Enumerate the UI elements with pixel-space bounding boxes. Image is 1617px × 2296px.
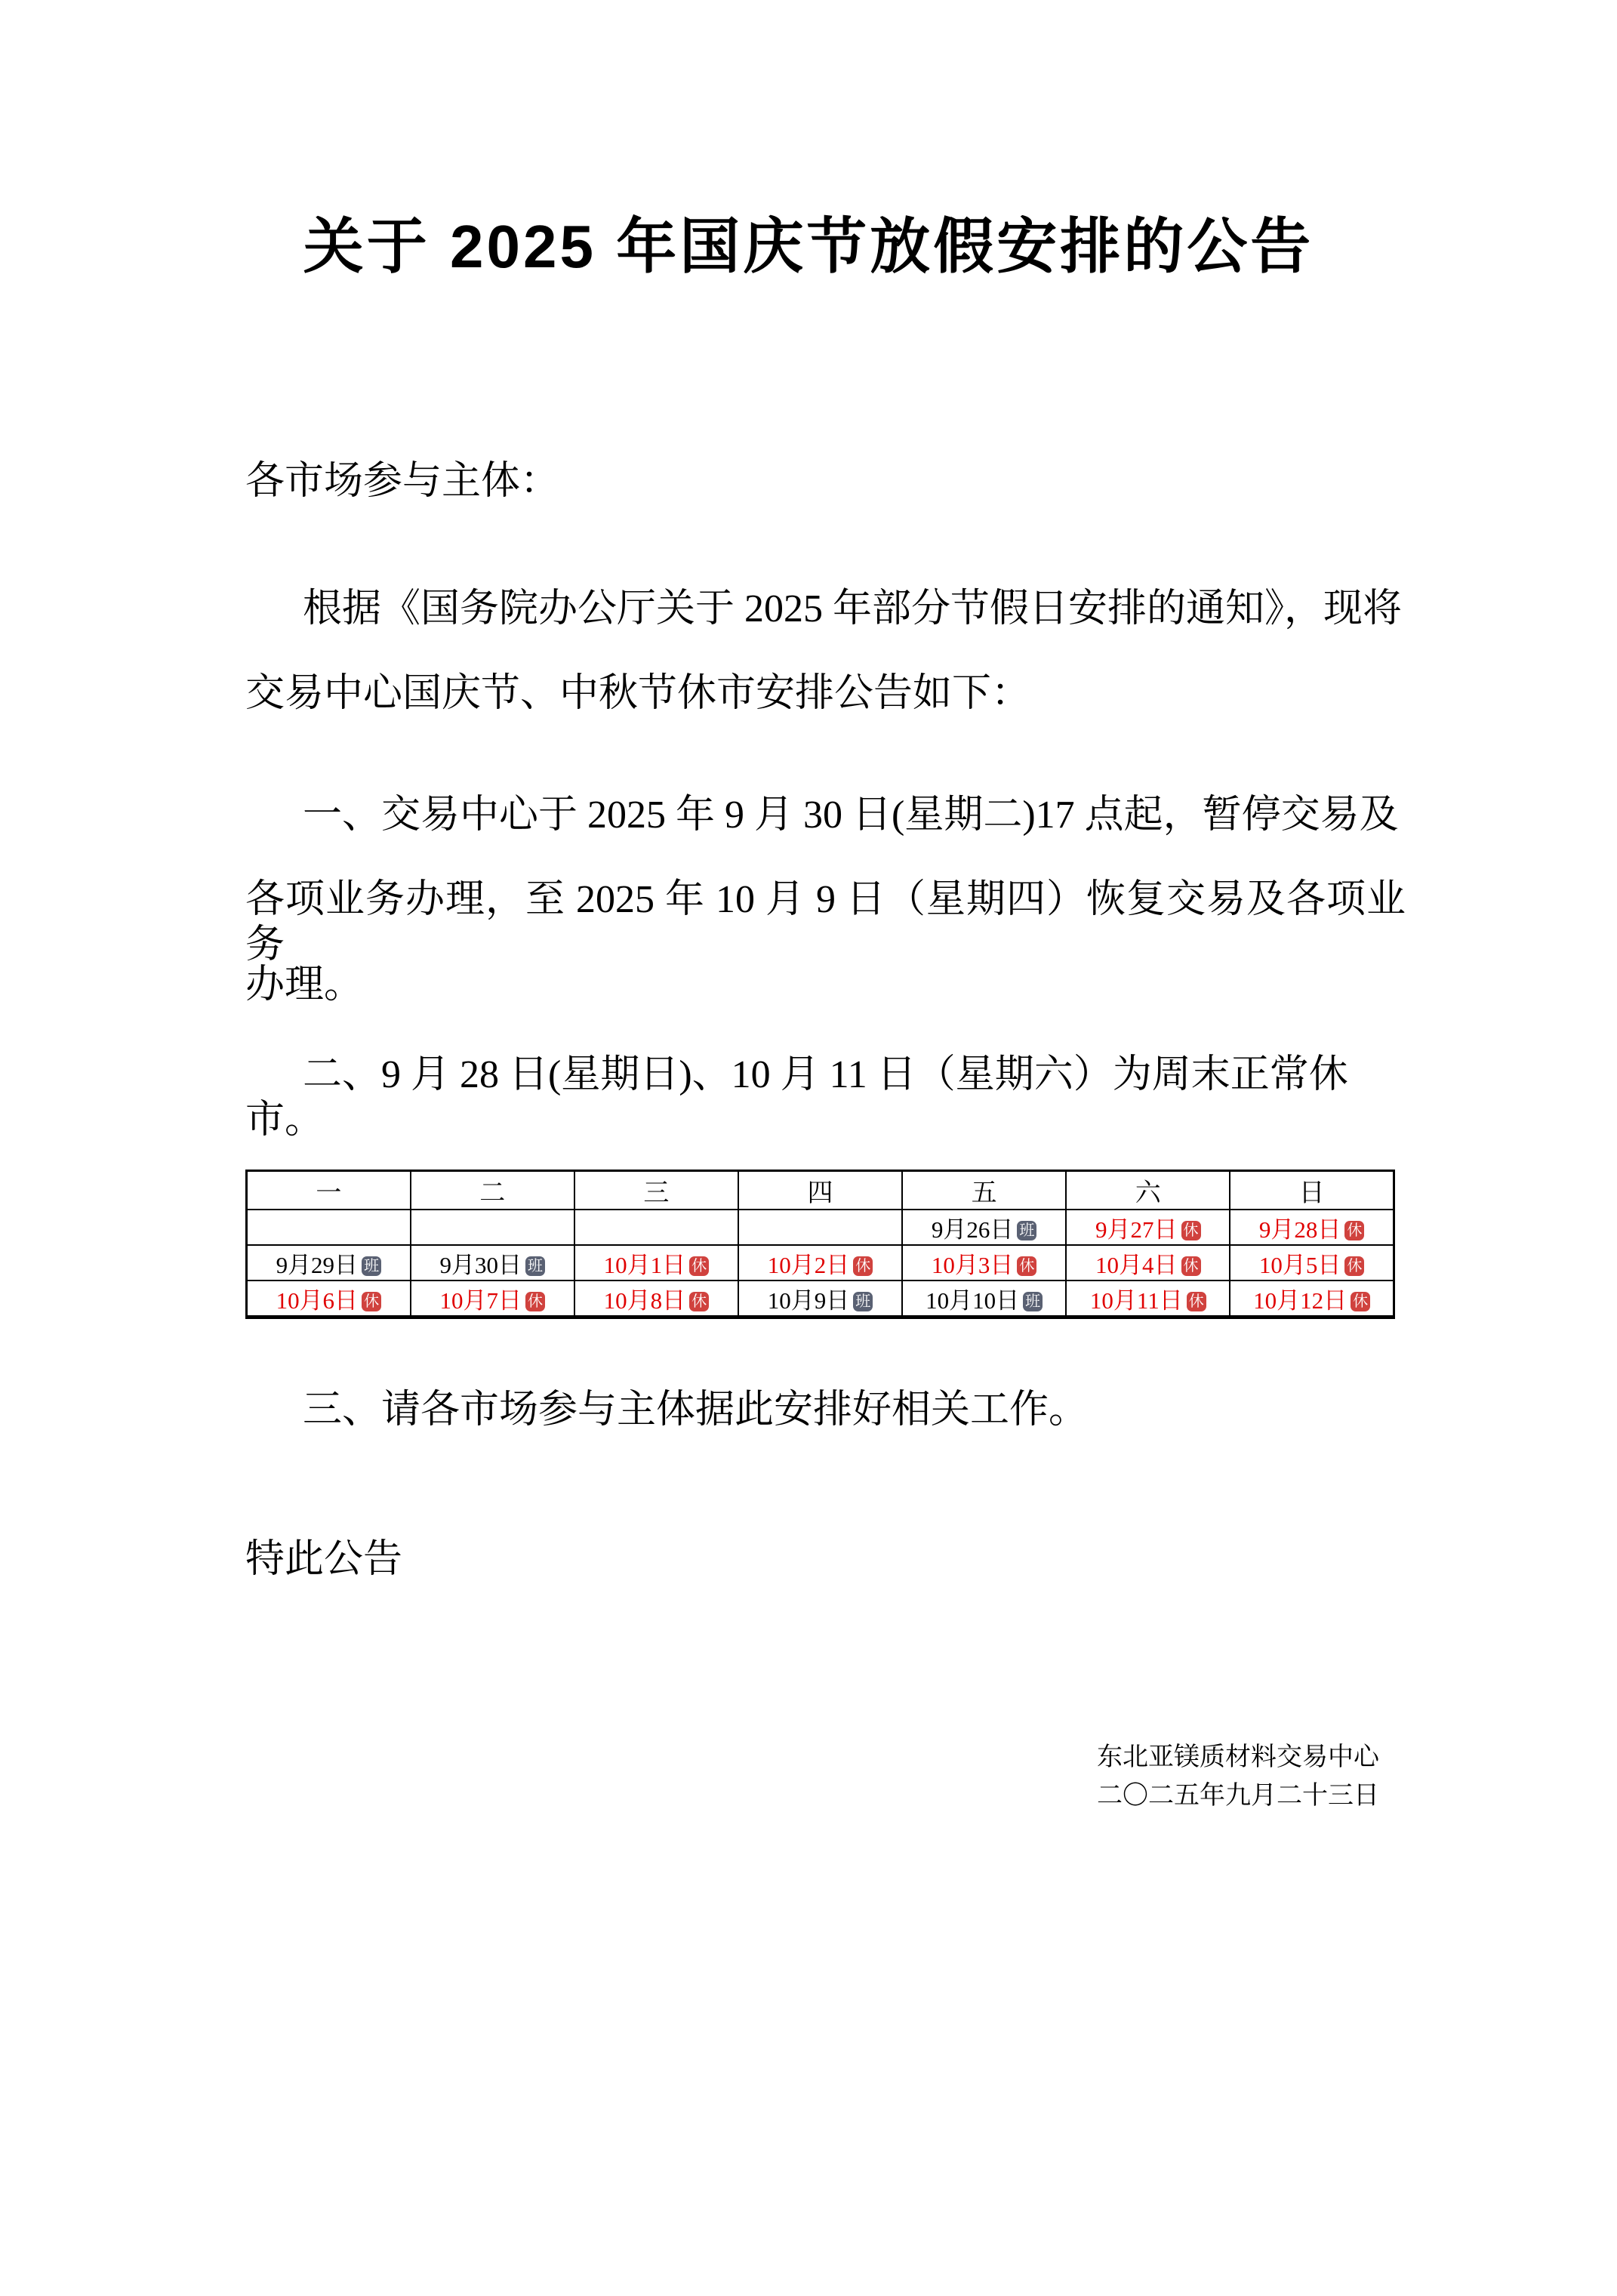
calendar-cell	[902, 1210, 1066, 1245]
calendar-cell	[247, 1210, 411, 1245]
calendar-date: 10月3日	[931, 1252, 1014, 1278]
weekday-header: 五	[902, 1171, 1066, 1210]
rest-badge: 休	[1181, 1221, 1201, 1240]
calendar-date: 10月10日	[926, 1287, 1020, 1314]
weekday-header: 六	[1066, 1171, 1230, 1210]
rest-badge: 休	[1187, 1292, 1206, 1311]
rest-badge: 休	[362, 1292, 381, 1311]
calendar-cell	[902, 1245, 1066, 1281]
paragraph-item1-line3: 办理。	[245, 963, 364, 1006]
calendar-cell	[1230, 1210, 1394, 1245]
calendar-cell	[1066, 1210, 1230, 1245]
calendar-cell	[1230, 1281, 1394, 1318]
calendar-cell	[1230, 1245, 1394, 1281]
paragraph-basis-line1: 根据《国务院办公厅关于 2025 年部分节假日安排的通知》，现将	[303, 587, 1403, 630]
weekday-header: 四	[738, 1171, 902, 1210]
calendar-date: 10月4日	[1095, 1252, 1178, 1278]
calendar-cell	[411, 1210, 574, 1245]
holiday-calendar-table	[245, 1170, 1395, 1319]
calendar-cell	[738, 1281, 902, 1318]
work-badge: 班	[362, 1256, 381, 1276]
calendar-cell	[574, 1245, 738, 1281]
calendar-date: 10月5日	[1258, 1252, 1341, 1278]
calendar-date: 10月12日	[1253, 1287, 1348, 1314]
calendar-cell	[738, 1210, 902, 1245]
signature-date: 二〇二五年九月二十三日	[1097, 1782, 1379, 1810]
weekday-header: 日	[1230, 1171, 1394, 1210]
paragraph-item1-line2: 各项业务办理，至 2025 年 10 月 9 日（星期四）恢复交易及各项业务	[245, 878, 1406, 966]
weekday-header: 一	[247, 1171, 411, 1210]
calendar-cell	[738, 1245, 902, 1281]
calendar-date: 9月29日	[276, 1252, 359, 1278]
calendar-cell	[247, 1281, 411, 1318]
work-badge: 班	[853, 1292, 873, 1311]
work-badge: 班	[525, 1256, 545, 1276]
calendar-date: 9月28日	[1258, 1216, 1341, 1243]
paragraph-item2: 二、9 月 28 日(星期日)、10 月 11 日（星期六）为周末正常休市。	[245, 1053, 1348, 1142]
calendar-date: 9月27日	[1095, 1216, 1178, 1243]
calendar-cell	[574, 1281, 738, 1318]
calendar-date: 10月9日	[767, 1287, 850, 1314]
rest-badge: 休	[1181, 1256, 1201, 1276]
calendar-date: 10月2日	[767, 1252, 850, 1278]
paragraph-basis-line2: 交易中心国庆节、中秋节休市安排公告如下：	[245, 672, 1031, 715]
calendar-cell	[411, 1245, 574, 1281]
weekday-header: 二	[411, 1171, 574, 1210]
rest-badge: 休	[1351, 1292, 1370, 1311]
calendar-date: 10月8日	[603, 1287, 686, 1314]
rest-badge: 休	[1017, 1256, 1036, 1276]
calendar-cell	[1066, 1281, 1230, 1318]
signature-org: 东北亚镁质材料交易中心	[1097, 1743, 1379, 1771]
paragraph-item1-line1: 一、交易中心于 2025 年 9 月 30 日(星期二)17 点起，暂停交易及	[303, 794, 1399, 837]
calendar-cell	[902, 1281, 1066, 1318]
rest-badge: 休	[525, 1292, 545, 1311]
calendar-cell	[1066, 1245, 1230, 1281]
work-badge: 班	[1017, 1221, 1036, 1240]
calendar-date: 10月6日	[276, 1287, 359, 1314]
weekday-header: 三	[574, 1171, 738, 1210]
salutation-line: 各市场参与主体：	[245, 460, 560, 503]
signature-block	[1072, 1738, 1404, 1815]
rest-badge: 休	[689, 1256, 709, 1276]
paragraph-item3: 三、请各市场参与主体据此安排好相关工作。	[303, 1388, 1089, 1432]
calendar-date: 10月11日	[1089, 1287, 1183, 1314]
calendar-cell	[574, 1210, 738, 1245]
document-title: 关于 2025 年国庆节放假安排的公告	[303, 213, 1314, 280]
rest-badge: 休	[1344, 1221, 1364, 1240]
rest-badge: 休	[689, 1292, 709, 1311]
calendar-cell	[411, 1281, 574, 1318]
rest-badge: 休	[1344, 1256, 1364, 1276]
calendar-date: 9月26日	[931, 1216, 1014, 1243]
work-badge: 班	[1023, 1292, 1043, 1311]
closing-line: 特此公告	[245, 1538, 403, 1581]
rest-badge: 休	[853, 1256, 873, 1276]
calendar-date: 10月7日	[439, 1287, 522, 1314]
calendar-date: 9月30日	[439, 1252, 522, 1278]
calendar-date: 10月1日	[603, 1252, 686, 1278]
calendar-cell	[247, 1245, 411, 1281]
